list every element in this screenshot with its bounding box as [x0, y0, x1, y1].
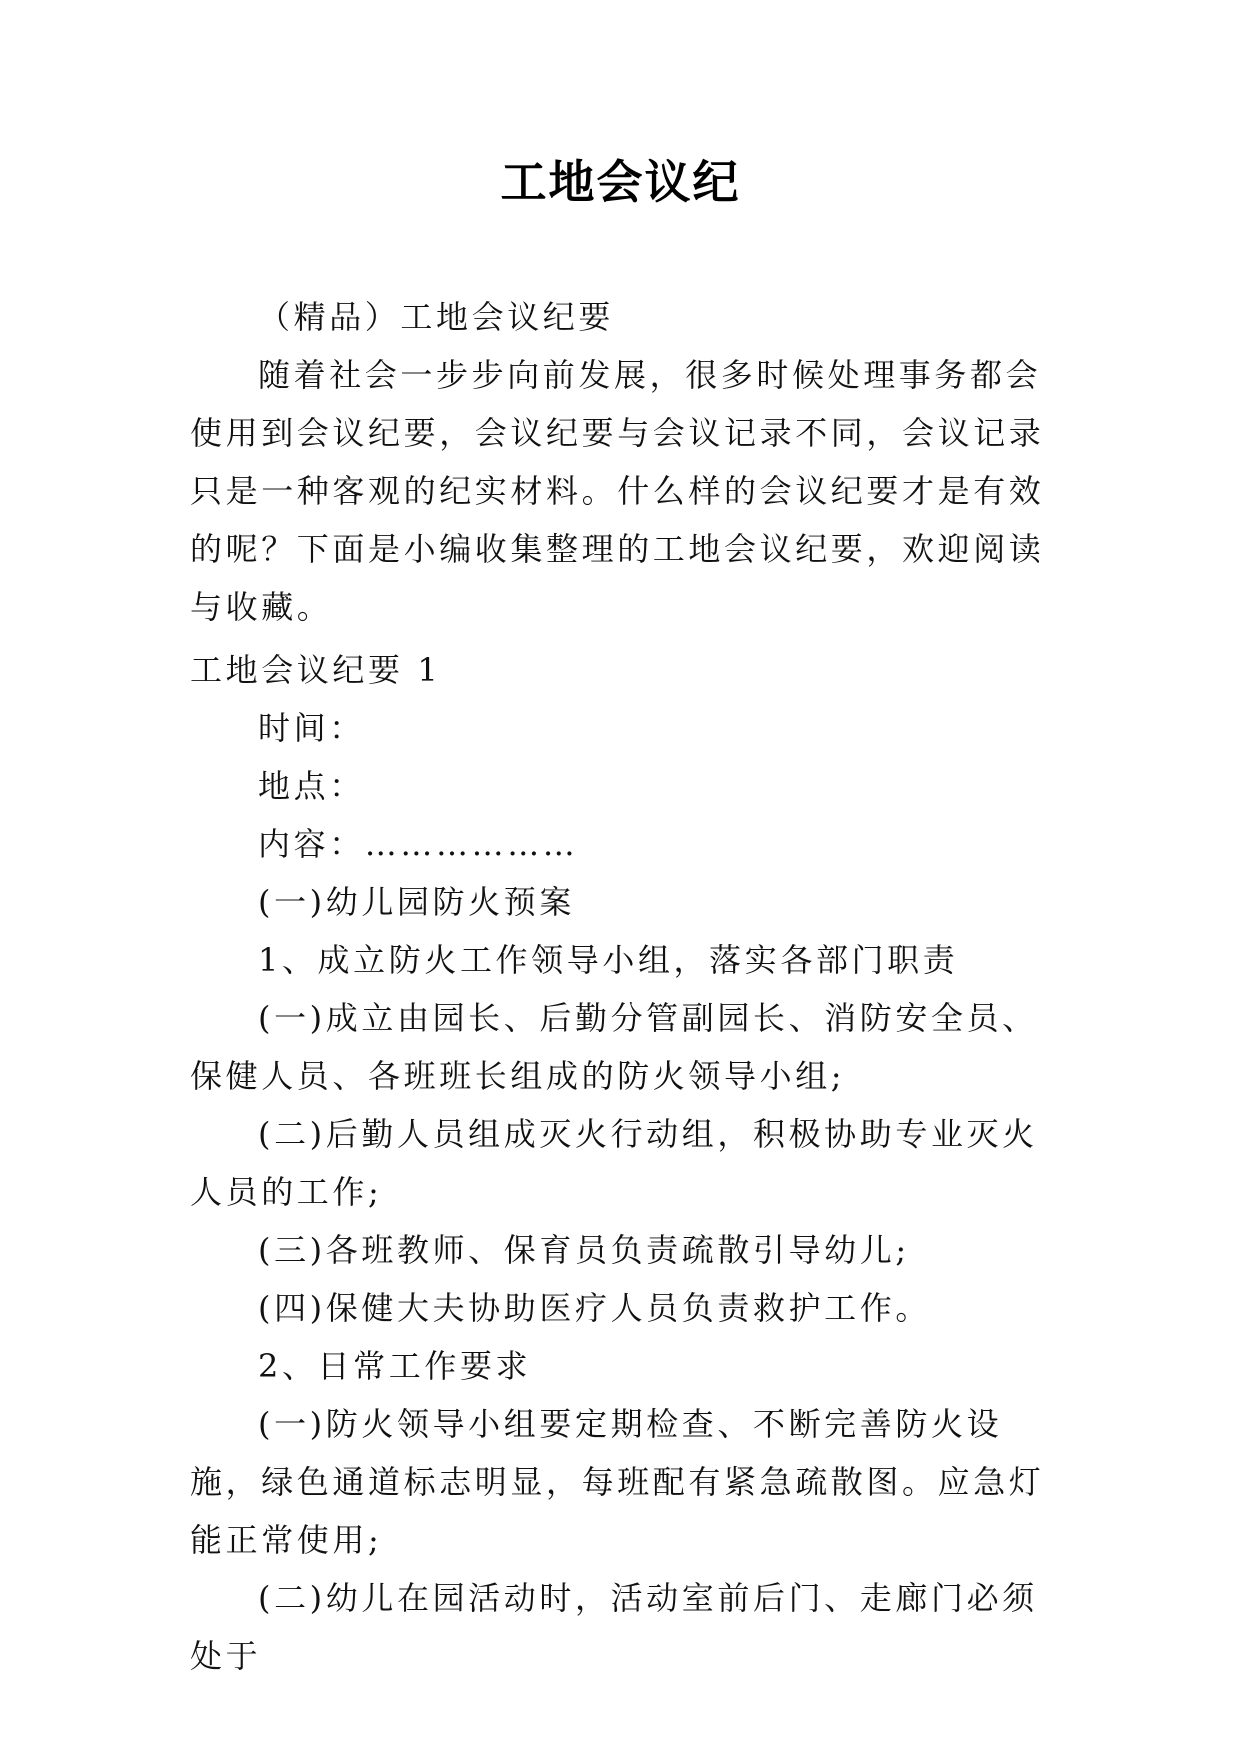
- paragraph: (一)幼儿园防火预案: [258, 883, 575, 921]
- paragraph-time: 时间：: [258, 709, 365, 747]
- paragraph: 1、成立防火工作领导小组，落实各部门职责: [258, 941, 959, 979]
- intro-heading: （精品）工地会议纪要: [258, 298, 615, 336]
- paragraph-location: 地点：: [258, 767, 365, 805]
- paragraph: (二)后勤人员组成灭火行动组，积极协助专业灭火人员的工作;: [190, 1115, 1038, 1211]
- intro-paragraph: 随着社会一步步向前发展，很多时候处理事务都会使用到会议纪要，会议纪要与会议记录不同，会议记录只是一种客观的纪实材料。什么样的会议纪要才是有效的呢？下面是小编收集整理的工地会议纪要，欢迎阅读与收藏。: [190, 356, 1045, 626]
- paragraph: (三)各班教师、保育员负责疏散引导幼儿;: [258, 1231, 910, 1269]
- document-title: 工地会议纪: [500, 155, 741, 209]
- main-block: [190, 641, 1055, 1685]
- paragraph: (一)防火领导小组要定期检查、不断完善防火设施，绿色通道标志明显，每班配有紧急疏散图。应急灯能正常使用;: [190, 1405, 1045, 1559]
- intro-block: [190, 288, 1055, 636]
- paragraph-content: 内容：………………: [258, 825, 579, 863]
- paragraph: 2、日常工作要求: [258, 1347, 532, 1385]
- paragraph: (四)保健大夫协助医疗人员负责救护工作。: [258, 1289, 931, 1327]
- section-title: 工地会议纪要 1: [190, 651, 442, 689]
- paragraph: (一)成立由园长、后勤分管副园长、消防安全员、保健人员、各班班长组成的防火领导小组;: [190, 999, 1038, 1095]
- paragraph: (二)幼儿在园活动时，活动室前后门、走廊门必须处于: [190, 1579, 1038, 1675]
